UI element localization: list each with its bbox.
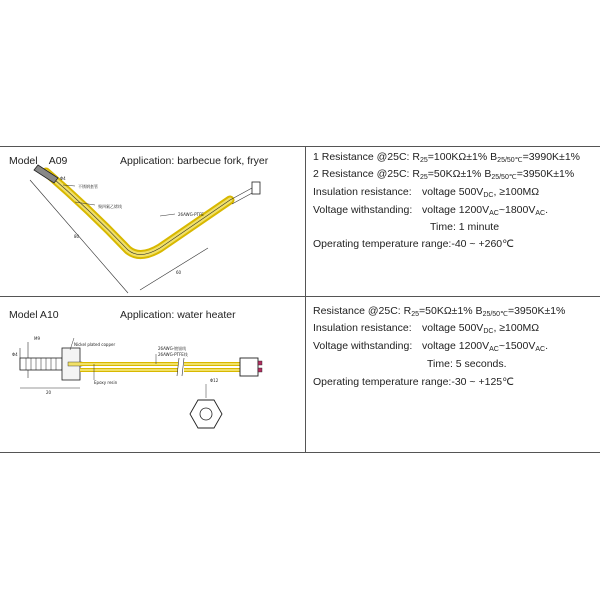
- a09-dim-left: Φ4: [60, 176, 66, 181]
- a10-resistance: Resistance @25C: $R_{25}=50K\Omega\pm 1\%$ $B_{25/50℃}=3950K\pm 1\%$: [313, 305, 566, 318]
- table-top-border: [0, 146, 600, 147]
- a10-note-epoxy: Epoxy resin: [94, 380, 118, 385]
- a10-dim-width: 20: [46, 390, 52, 395]
- a09-dim-long: 80: [74, 234, 80, 239]
- a10-probe-drawing: [0, 318, 290, 448]
- model-a10-label: Model A10: [9, 309, 59, 321]
- table-bottom-border: [0, 452, 600, 453]
- a10-wire-label-1: 26AWG-镀银线: [158, 346, 187, 351]
- a10-insulation: Insulation resistance: voltage $500V_{DC}$, ≥100MΩ: [313, 322, 540, 335]
- a09-insulation: Insulation resistance: voltage $500V_{DC}$, ≥100MΩ: [313, 186, 540, 199]
- a10-hex-label: Φ12: [210, 378, 219, 383]
- a09-temperature: Operating temperature range:-40 ~ +260℃: [313, 238, 514, 250]
- a09-note-2: 聚四氟乙烯线: [98, 204, 122, 209]
- a10-dim-diameter: Φ4: [12, 352, 18, 357]
- application-a10: Application: water heater: [120, 309, 236, 321]
- a10-withstand: Voltage withstanding: voltage $1200V_{AC}\sim 1500V_{AC}$.: [313, 340, 549, 353]
- a10-temperature: Operating temperature range:-30 ~ +125℃: [313, 376, 514, 388]
- a09-resistance-2: 2 Resistance @25C: $R_{25}=50K\Omega\pm 1\%$ $B_{25/50℃}=3950K\pm 1\%$: [313, 168, 575, 181]
- a10-wire-label-2: 26AWG-PTFE线: [158, 352, 188, 357]
- column-divider: [305, 146, 306, 452]
- row-divider: [0, 296, 600, 297]
- application-a09: Application: barbecue fork, fryer: [120, 155, 269, 167]
- a09-time: Time: 1 minute: [430, 221, 500, 233]
- a09-withstand: Voltage withstanding: voltage $1200V_{AC}\sim 1800V_{AC}$.: [313, 204, 549, 217]
- a09-wire-label: 26AWG-PTFE: [178, 212, 204, 217]
- a09-resistance-1: 1 Resistance @25C: $R_{25}=100K\Omega\pm 1\%$ $B_{25/50℃}=3990K\pm 1\%$: [313, 151, 580, 164]
- a10-dim-height: M9: [34, 336, 40, 341]
- model-a09-label: Model A09: [9, 155, 68, 167]
- a09-dim-short: 60: [176, 270, 182, 275]
- a10-time: Time: 5 seconds.: [427, 358, 507, 370]
- a10-note-copper: Nickel plated copper: [74, 342, 116, 347]
- a09-note-1: 不锈钢套管: [78, 184, 98, 189]
- a09-probe-drawing: [0, 150, 290, 290]
